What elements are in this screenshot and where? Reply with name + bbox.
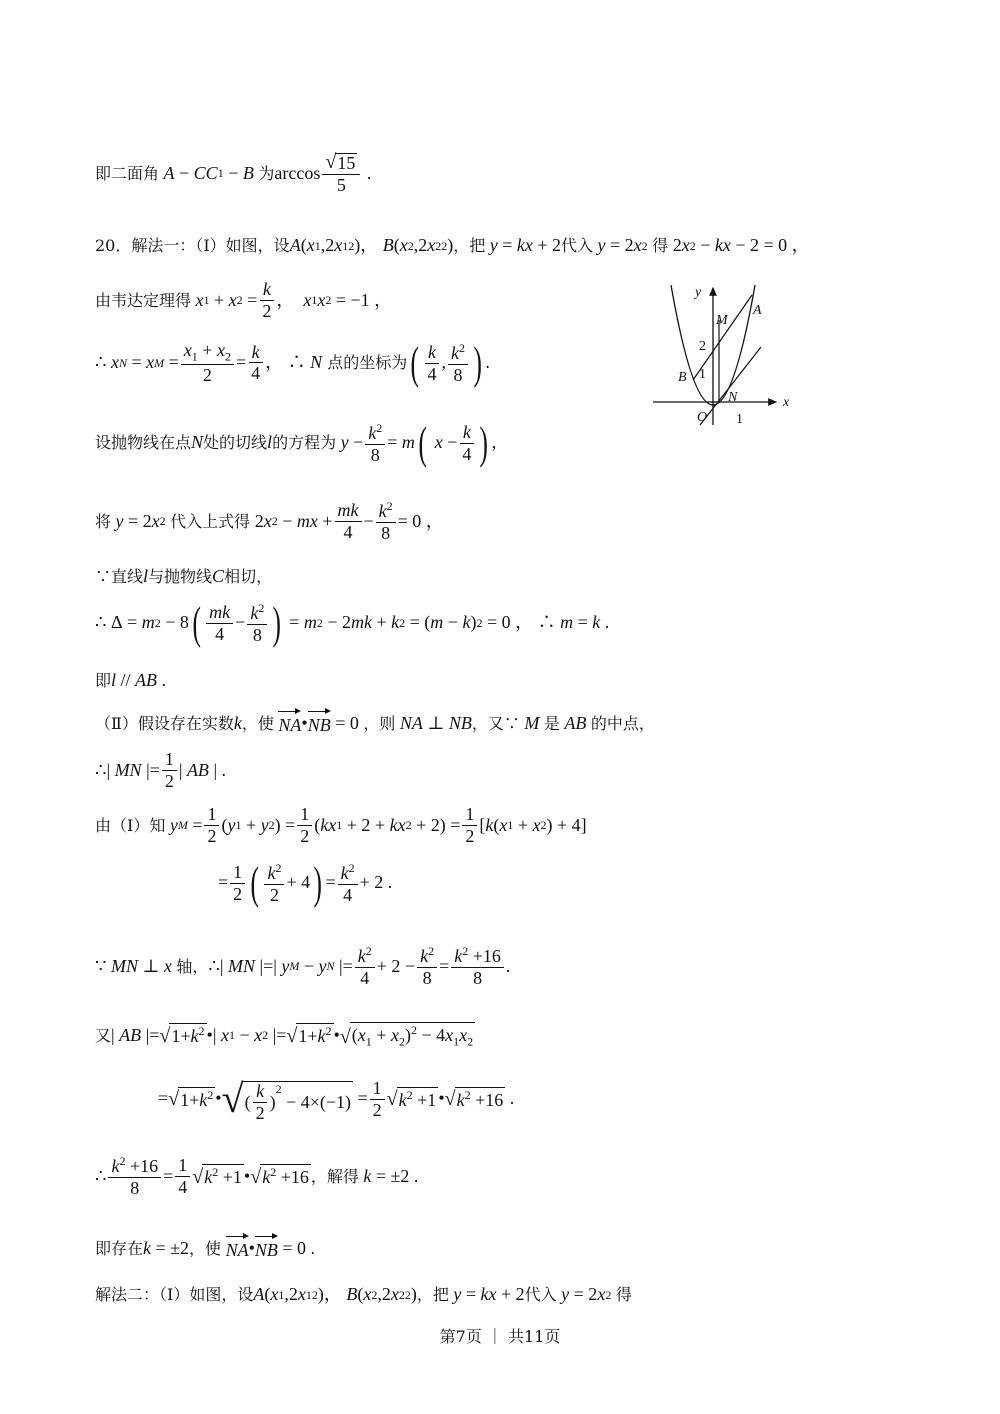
label-x1: 1: [736, 412, 743, 427]
text: 代入上式得: [170, 511, 251, 531]
problem-20-line: [95, 235, 810, 257]
text: ，使: [189, 1238, 222, 1258]
page-footer: 第7页 ｜ 共11页: [439, 1327, 561, 1346]
text: 点的坐标为: [322, 353, 408, 373]
text: 由韦达定理得: [95, 290, 192, 310]
text: 是: [543, 713, 560, 733]
math-expr: arccos √ 15 5 .: [274, 151, 372, 195]
vieta-line: [95, 280, 392, 321]
text: 得: [652, 236, 669, 256]
text: 处的切线: [203, 433, 268, 453]
label-2: 2: [699, 339, 706, 354]
substitute-line: [95, 500, 444, 543]
part-ii-line: [95, 710, 655, 737]
parabola-figure: [648, 280, 798, 430]
label-n: N: [728, 390, 738, 405]
text: 又: [95, 1025, 112, 1045]
text: 轴，: [176, 956, 209, 976]
math-expr: NA • NB = 0: [274, 710, 364, 737]
tangent-condition-line: [95, 566, 272, 588]
math-expr: AB: [559, 712, 591, 733]
text: N: [191, 432, 204, 453]
math-expr: 2 x 2 − mx + $\frac{mk}{4}$ − $\frac{k^2}{8}$ = 0 ，: [250, 499, 444, 543]
math-expr: y − $\frac{k^2}{8}$ = m ( x − $\frac{k}{4}$ ) ,: [340, 417, 497, 468]
math-expr: k = ±2 .: [363, 1165, 419, 1186]
math-expr: ∴ $\frac{k^2 +16}{8}$ = $\frac{1}{4}$ √ $k^2 +1$ • √ $k^2 +16$: [95, 1154, 309, 1198]
text: ，把: [453, 236, 486, 256]
math-expr: A − CC 1 − B: [163, 162, 254, 183]
solve-k-line: [95, 1155, 418, 1198]
math-expr: ( $\frac{k}{4}$ , $\frac{k^2}{8}$ ) .: [410, 337, 490, 388]
math-expr: ∴ x N = x M = $\frac{x_1 + x_2}{2}$ = $\frac{k}{4}$ ， ∴ N: [95, 339, 323, 386]
math-expr: ∴| MN |=| y M − y N |= $\frac{k^2}{4}$ + 2 − $\frac{k^2}{8}$ = $\frac{k^2 +16}{8}$ .: [208, 944, 511, 988]
mn-length-line: [95, 945, 510, 988]
text: 的中点，: [590, 713, 655, 733]
math-expr: ∵ MN ⊥ x: [95, 955, 172, 976]
tangent-line-eq: [95, 417, 497, 468]
ab-length-line-1: [95, 1022, 475, 1049]
parallel-line: [95, 670, 166, 692]
math-expr: l // AB .: [111, 670, 167, 690]
math-expr: NA • NB = 0 .: [221, 1235, 315, 1262]
math-expr: NA ⊥ NB: [399, 712, 472, 733]
math-expr: A ( x 1 ,2 x 1 2 )， B ( x 2 ,2 x 2 2 ): [289, 235, 454, 255]
text: 将: [95, 511, 112, 531]
label-1: 1: [699, 367, 706, 382]
text: ，使: [241, 713, 274, 733]
text: 为: [258, 163, 275, 183]
math-expr: k: [233, 712, 242, 733]
ab-length-line-2: [158, 1075, 514, 1123]
text: 即: [95, 671, 112, 691]
parabola-svg: [648, 280, 798, 430]
text: ，又∵: [471, 713, 520, 733]
text: 相切，: [224, 567, 273, 587]
label-a: A: [753, 303, 762, 318]
text: 与抛物线: [148, 567, 213, 587]
text: ，解得: [310, 1166, 359, 1186]
text: （Ⅱ）假设存在实数: [95, 713, 234, 733]
math-expr: | AB |= √ $1+k^2$ •| x 1 − x 2 |= √ $1+k^2$ • √ $(x_1 + x_2)^2 - 4x_1x_2$: [111, 1023, 474, 1049]
exists-line: [95, 1235, 315, 1262]
math-expr: y = 2 x 2: [597, 235, 648, 255]
math-expr: M: [519, 712, 544, 733]
text: 设抛物线在点: [95, 433, 192, 453]
method-two-line: [95, 1284, 632, 1306]
text: ∵直线: [95, 567, 144, 587]
text: 即二面角: [95, 163, 160, 183]
math-expr: = √ $1+k^2$ • √ ( $\frac{k}{2}$ ) $^2$ − 4×(−1) = $\frac{1}{2}$ √ $k^2 +1$ • √ $k^2 +16$ .: [158, 1076, 515, 1124]
math-expr: y = 2 x 2: [115, 510, 166, 531]
label-y: y: [695, 285, 702, 300]
math-expr: ∴ Δ = m 2 − 8 ( $\frac{mk}{4}$ − $\frac{k^2}{8}$ ) = m 2 − 2 mk + k 2 = ( m − k ) 2 = 0 ， ∴ m = k .: [95, 597, 610, 648]
ym-line-1: [95, 805, 587, 846]
text: 的方程为: [272, 433, 337, 453]
text: ，把: [416, 1285, 449, 1305]
label-b: B: [678, 370, 687, 385]
math-expr: 2 x 2 − kx − 2 = 0 ，: [668, 235, 810, 255]
text: 即存在: [95, 1238, 144, 1258]
math-expr: = $\frac{1}{2}$ ( $\frac{k^2}{2}$ + 4 ) = $\frac{k^2}{4}$ + 2 .: [218, 857, 393, 908]
tangent-line: [700, 347, 761, 425]
math-expr: y = kx + 2: [453, 1284, 525, 1304]
text: 代入: [561, 236, 594, 256]
math-expr: y = 2 x 2: [561, 1284, 612, 1304]
n-coordinate-line: [95, 337, 490, 388]
discriminant-line: [95, 597, 610, 648]
math-expr: A ( x 1 ,2 x 1 2 )， B ( x 2 ,2 x 2 2 ): [253, 1284, 417, 1304]
ym-line-2: [218, 857, 393, 908]
math-expr: y M = $\frac{1}{2}$ ( y 1 + y 2 ) = $\frac{1}{2}$ ( kx 1 + 2 + kx 2 + 2) = $\frac{1}{2}$ [ k ( x 1 + x 2 ) + 4]: [169, 804, 587, 846]
conclusion-line-1: [95, 152, 371, 195]
math-expr: y = kx + 2: [489, 235, 561, 255]
math-expr: k = ±2: [143, 1237, 190, 1258]
text: 由（Ⅰ）知: [95, 815, 166, 835]
text: 20．解法一：（Ⅰ）如图，设: [95, 236, 290, 256]
text: l: [143, 566, 149, 586]
text: 得: [615, 1285, 632, 1305]
text: l: [267, 432, 273, 453]
label-x: x: [783, 395, 790, 410]
mn-half-ab-line: [95, 750, 226, 791]
label-m: M: [716, 313, 728, 328]
text: C: [212, 566, 225, 586]
math-expr: x 1 + x 2 = $\frac{k}{2}$ ， x 1 x 2 = −1 ，: [195, 279, 393, 321]
text: 代入: [524, 1285, 557, 1305]
label-o: O: [697, 410, 708, 425]
text: ，则: [363, 713, 396, 733]
text: 解法二：（Ⅰ）如图，设: [95, 1285, 254, 1305]
math-expr: ∴| MN |= $\frac{1}{2}$ | AB | .: [95, 749, 227, 791]
